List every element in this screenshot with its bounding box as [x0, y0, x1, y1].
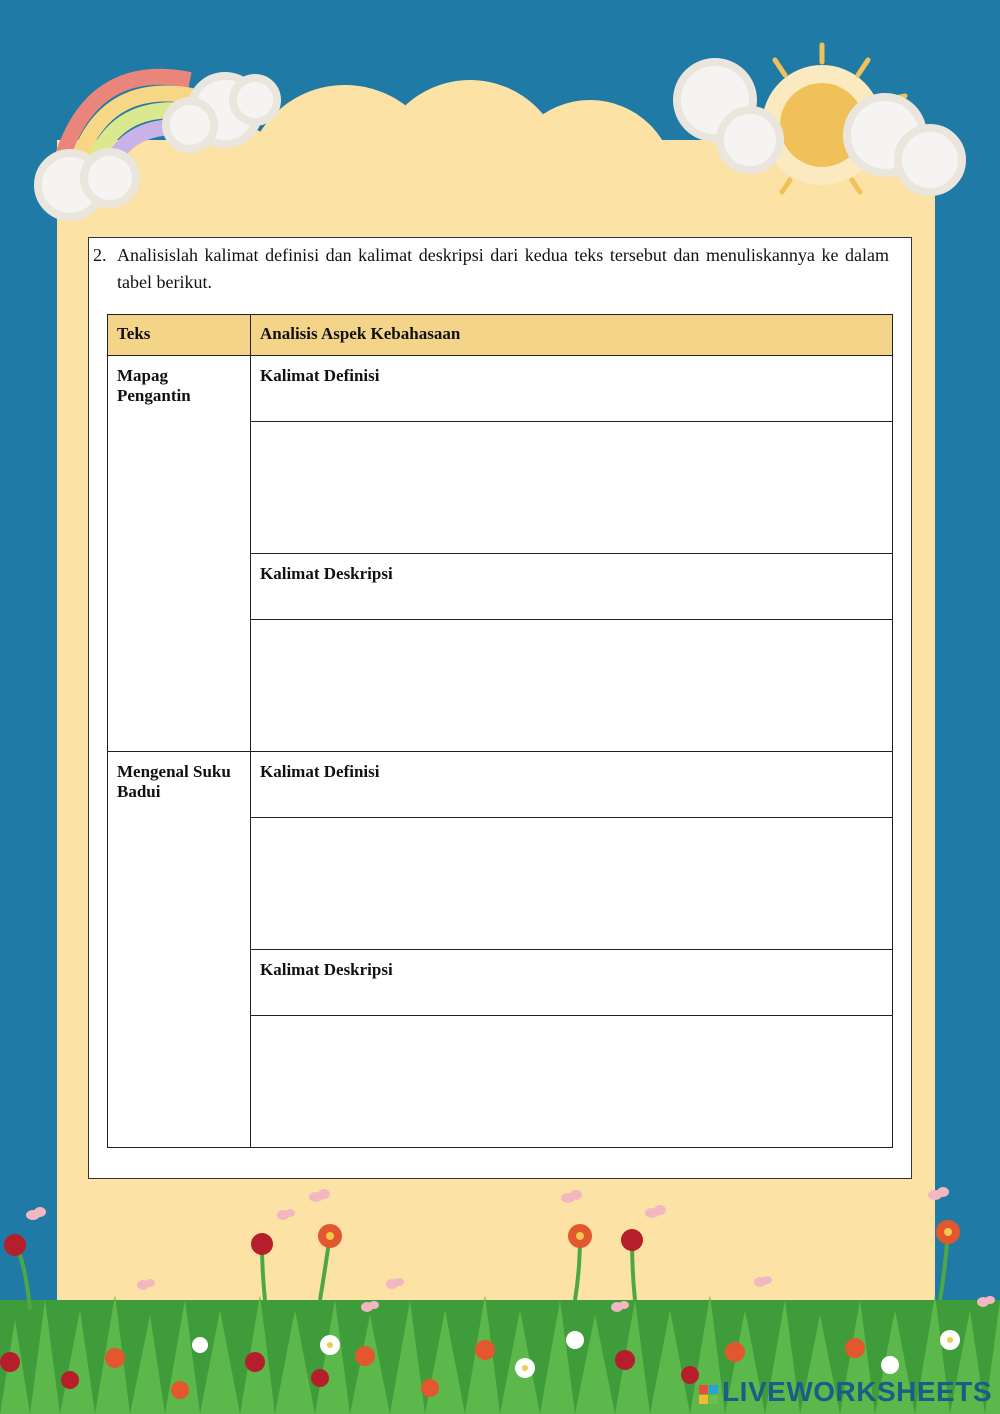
analysis-table [107, 314, 893, 1148]
teks-cell-mapag-pengantin: Mapag Pengantin [108, 356, 251, 752]
answer-definisi-mapag-pengantin[interactable] [251, 422, 893, 554]
label-kalimat-deskripsi: Kalimat Deskripsi [251, 950, 893, 1016]
instruction [93, 242, 889, 296]
label-kalimat-definisi: Kalimat Definisi [251, 752, 893, 818]
header-teks: Teks [108, 315, 251, 356]
table-row [108, 752, 893, 818]
teks-cell-mengenal-suku-badui: Mengenal Suku Badui [108, 752, 251, 1148]
label-kalimat-definisi: Kalimat Definisi [251, 356, 893, 422]
instruction-number: 2. [93, 245, 107, 265]
header-analisis: Analisis Aspek Kebahasaan [251, 315, 893, 356]
table-header-row [108, 315, 893, 356]
liveworksheets-watermark: LIVEWORKSHEETS [722, 1376, 992, 1407]
answer-definisi-suku-badui[interactable] [251, 818, 893, 950]
label-kalimat-deskripsi: Kalimat Deskripsi [251, 554, 893, 620]
instruction-text: Analisislah kalimat definisi dan kalimat deskripsi dari kedua teks tersebut dan menuliskannya ke dalam tabel berikut. [117, 245, 889, 292]
table-row [108, 356, 893, 422]
answer-deskripsi-mapag-pengantin[interactable] [251, 620, 893, 752]
answer-deskripsi-suku-badui[interactable] [251, 1016, 893, 1148]
